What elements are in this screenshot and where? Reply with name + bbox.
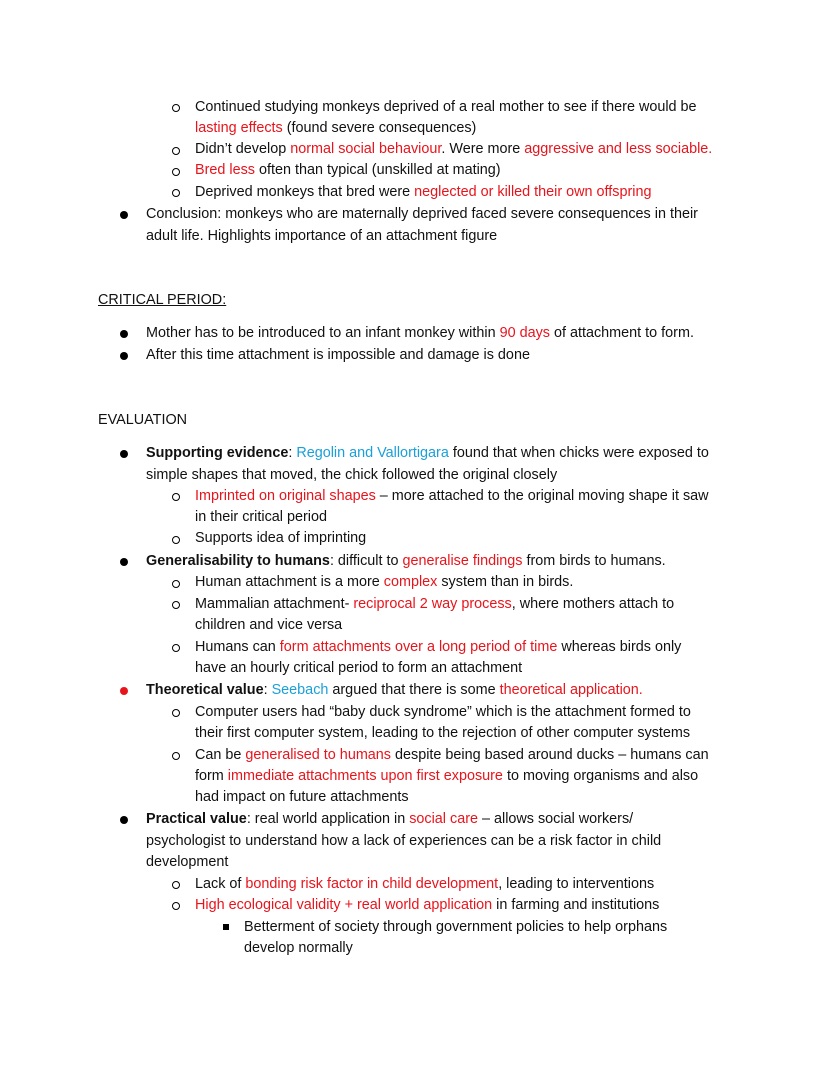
text: :	[288, 445, 297, 461]
highlight-text: form attachments over a long period of time	[279, 639, 558, 655]
hollow-bullet-icon	[172, 189, 180, 197]
text: Continued studying monkeys deprived of a real mother to see if there would be	[195, 99, 697, 115]
bullet-icon	[120, 687, 128, 695]
hollow-bullet-icon	[172, 601, 180, 609]
researcher-name: Seebach	[271, 682, 329, 698]
text: to moving organisms and also	[502, 768, 699, 784]
list-item	[195, 160, 501, 181]
list-item-continued	[146, 465, 557, 486]
text: develop normally	[244, 940, 353, 956]
highlight-text: theoretical application.	[499, 682, 643, 698]
text: found that when chicks were exposed to	[448, 445, 709, 461]
highlight-text: Bred less	[195, 162, 255, 178]
hollow-bullet-icon	[172, 752, 180, 760]
list-item	[195, 702, 691, 723]
list-item	[195, 572, 573, 593]
text: Conclusion: monkeys who are maternally deprived faced severe consequences in their	[146, 206, 698, 222]
text: Lack of	[195, 876, 246, 892]
section-heading-critical-period: CRITICAL PERIOD:	[98, 292, 227, 308]
highlight-text: aggressive and less sociable	[524, 141, 709, 157]
list-item-continued	[146, 831, 661, 852]
researcher-name: Regolin and Vallortigara	[296, 445, 449, 461]
text: psychologist to understand how a lack of experiences can be a risk factor in child	[146, 833, 662, 849]
list-item	[244, 917, 667, 938]
list-item	[195, 745, 709, 766]
highlight-text: immediate attachments upon first exposure	[227, 768, 503, 784]
list-item-continued	[195, 507, 327, 528]
text: Humans can	[195, 639, 280, 655]
highlight-text: bonding risk factor in child development	[245, 876, 499, 892]
hollow-bullet-icon	[172, 493, 180, 501]
list-item-continued	[195, 723, 690, 744]
highlight-text: 90 days	[499, 325, 550, 341]
text: despite being based around ducks – humans can	[391, 747, 709, 763]
list-item-continued	[195, 658, 522, 679]
hollow-bullet-icon	[172, 104, 180, 112]
highlight-text: generalised to humans	[245, 747, 392, 763]
highlight-text: complex	[383, 574, 438, 590]
highlight-text: lasting effects	[195, 120, 283, 136]
text: whereas birds only	[557, 639, 682, 655]
text: in their critical period	[195, 509, 327, 525]
point-label: Practical value	[146, 811, 247, 827]
hollow-bullet-icon	[172, 709, 180, 717]
text: simple shapes that moved, the chick followed the original closely	[146, 467, 558, 483]
text: adult life. Highlights importance of an attachment figure	[146, 228, 498, 244]
list-item-continued	[195, 766, 698, 787]
text: their first computer system, leading to the rejection of other computer systems	[195, 725, 691, 741]
hollow-bullet-icon	[172, 536, 180, 544]
text: Can be	[195, 747, 246, 763]
text: Supports idea of imprinting	[195, 530, 367, 546]
point-label: Theoretical value	[146, 682, 264, 698]
text: often than typical (unskilled at mating)	[255, 162, 501, 178]
list-item	[195, 874, 654, 895]
bullet-icon	[120, 352, 128, 360]
bullet-icon	[120, 330, 128, 338]
highlight-text: High ecological validity + real world application	[195, 897, 493, 913]
section-heading-evaluation: EVALUATION	[98, 412, 188, 428]
list-item	[195, 528, 366, 549]
text: , leading to interventions	[498, 876, 655, 892]
text: Mother has to be introduced to an infant monkey within	[146, 325, 500, 341]
text: Didn’t develop	[195, 141, 291, 157]
text: argued that there is some	[328, 682, 500, 698]
text: children and vice versa	[195, 617, 343, 633]
point-label: Generalisability to humans	[146, 553, 330, 569]
list-item-continued	[146, 852, 228, 873]
text: : real world application in	[246, 811, 410, 827]
list-item	[195, 895, 659, 916]
square-bullet-icon	[223, 924, 229, 930]
hollow-bullet-icon	[172, 168, 180, 176]
list-item	[146, 345, 530, 366]
list-item-continued	[195, 118, 476, 139]
hollow-bullet-icon	[172, 580, 180, 588]
text: – allows social workers/	[478, 811, 634, 827]
text: Human attachment is a more	[195, 574, 384, 590]
highlight-text: Imprinted on original shapes	[195, 488, 376, 504]
list-item	[195, 637, 681, 658]
list-item	[195, 139, 712, 160]
list-item	[146, 809, 633, 830]
text: After this time attachment is impossible and damage is done	[146, 347, 530, 363]
list-item-continued	[244, 938, 353, 959]
text: : difficult to	[329, 553, 403, 569]
list-item	[146, 443, 709, 464]
highlight-text: reciprocal 2 way process	[353, 596, 512, 612]
text: Deprived monkeys that bred were	[195, 184, 415, 200]
text: development	[146, 854, 229, 870]
list-item-continued	[195, 787, 409, 808]
text: Computer users had “baby duck syndrome” which is the attachment formed to	[195, 704, 691, 720]
highlight-text: normal social behaviour	[290, 141, 442, 157]
text: .	[708, 141, 713, 157]
list-item	[195, 182, 652, 203]
text: :	[263, 682, 272, 698]
text: from birds to humans.	[522, 553, 666, 569]
bullet-icon	[120, 558, 128, 566]
text: Betterment of society through government policies to help orphans	[244, 919, 668, 935]
text: Mammalian attachment-	[195, 596, 354, 612]
list-item	[195, 486, 709, 507]
hollow-bullet-icon	[172, 644, 180, 652]
hollow-bullet-icon	[172, 147, 180, 155]
text: have an hourly critical period to form an attachment	[195, 660, 523, 676]
conclusion-line	[146, 226, 497, 247]
bullet-icon	[120, 211, 128, 219]
list-item	[195, 594, 674, 615]
text: – more attached to the original moving shape it saw	[375, 488, 709, 504]
list-item	[146, 323, 694, 344]
list-item	[146, 680, 643, 701]
bullet-icon	[120, 816, 128, 824]
text: , where mothers attach to	[511, 596, 675, 612]
highlight-text: generalise findings	[402, 553, 523, 569]
list-item	[195, 97, 697, 118]
text: form	[195, 768, 228, 784]
highlight-text: social care	[409, 811, 478, 827]
text: had impact on future attachments	[195, 789, 409, 805]
text: in farming and institutions	[492, 897, 660, 913]
text: . Were more	[441, 141, 525, 157]
text: system than in birds.	[437, 574, 574, 590]
point-label: Supporting evidence	[146, 445, 289, 461]
text: of attachment to form.	[549, 325, 694, 341]
hollow-bullet-icon	[172, 881, 180, 889]
hollow-bullet-icon	[172, 902, 180, 910]
highlight-text: neglected or killed their own offspring	[414, 184, 652, 200]
text: (found severe consequences)	[282, 120, 477, 136]
bullet-icon	[120, 450, 128, 458]
conclusion-line	[146, 204, 698, 225]
list-item-continued	[195, 615, 342, 636]
list-item	[146, 551, 666, 572]
